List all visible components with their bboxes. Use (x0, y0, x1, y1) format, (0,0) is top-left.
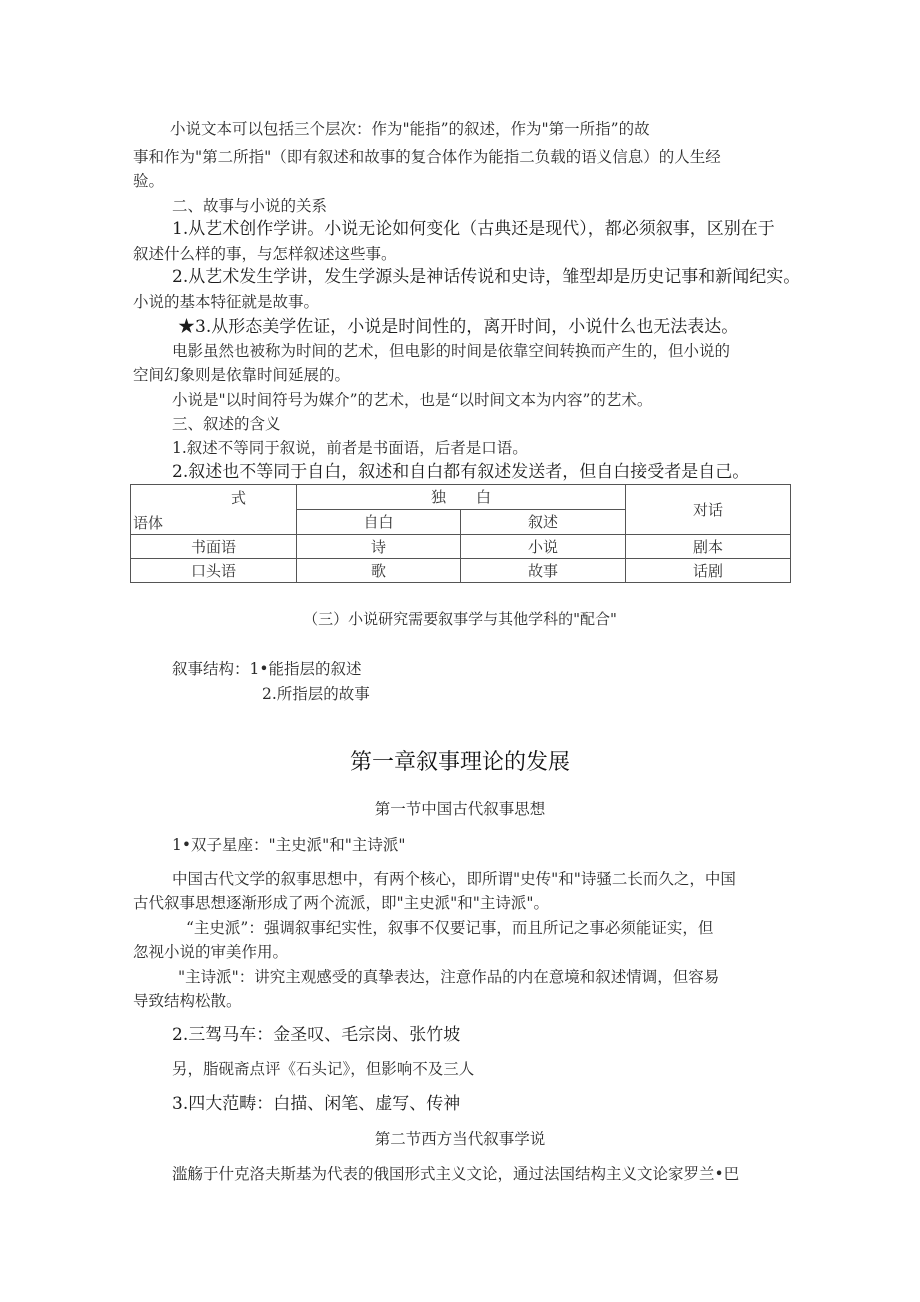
intro-line-1: 小说文本可以包括三个层次：作为"能指”的叙述，作为"第一所指”的故 (170, 120, 650, 138)
section3-heading: 三、叙述的含义 (172, 415, 281, 433)
section2-heading: 二、故事与小说的关系 (172, 197, 328, 215)
narrative-structure-label: 叙事结构：1•能指层的叙述 (172, 660, 362, 678)
section2-p4-line2: 空间幻象则是依靠时间延展的。 (133, 366, 351, 384)
item1-p3-line1: "主诗派"：讲究主观感受的真挚表达，注意作品的内在意境和叙述情调，但容易 (178, 968, 720, 986)
section2-title: 第二节西方当代叙事学说 (374, 1130, 546, 1148)
narrative-structure-item-2: 2.所指层的故事 (262, 685, 370, 703)
item1-p3-line2: 导致结构松散。 (133, 992, 242, 1010)
table-row (131, 559, 791, 583)
section2-p1-line1: 1.从艺术创作学讲。小说无论如何变化（古典还是现代），都必须叙事，区别在于 (172, 219, 775, 239)
table-cell: 歌 (297, 559, 461, 583)
section2-p5: 小说是"以时间符号为媒介”的艺术，也是“以时间文本为内容”的艺术。 (172, 391, 653, 409)
table-header-dialogue: 对话 (626, 485, 791, 535)
table-row (131, 535, 791, 559)
subsection-heading: （三）小说研究需要叙事学与其他学科的"配合" (303, 610, 617, 628)
table-header-monologue: 独 白 (297, 485, 626, 510)
section2-p2-line2: 小说的基本特征就是故事。 (133, 293, 320, 311)
item3-heading: 3.四大范畴：白描、闲笔、虚写、传神 (172, 1094, 461, 1114)
table-cell: 书面语 (131, 535, 297, 559)
item1-heading: 1•双子星座："主史派"和"主诗派" (172, 836, 406, 854)
section2-p2-line1: 2.从艺术发生学讲，发生学源头是神话传说和史诗，雏型却是历史记事和新闻纪实。 (172, 267, 801, 287)
section3-p1: 1.叙述不等同于叙说，前者是书面语，后者是口语。 (172, 439, 528, 457)
narration-comparison-table (130, 484, 791, 583)
table-cell: 口头语 (131, 559, 297, 583)
table-cell: 故事 (461, 559, 626, 583)
table-cell: 小说 (461, 535, 626, 559)
section2-p1-line2: 叙述什么样的事，与怎样叙述这些事。 (133, 245, 397, 263)
table-corner-cell (131, 485, 297, 535)
table-cell: 剧本 (626, 535, 791, 559)
item2-heading: 2.三驾马车：金圣叹、毛宗岗、张竹坡 (172, 1025, 461, 1045)
section2-p3: ★3.从形态美学佐证，小说是时间性的，离开时间，小说什么也无法表达。 (178, 317, 739, 337)
item1-p1-line1: 中国古代文学的叙事思想中，有两个核心，即所谓"史传"和"诗骚二长而久之，中国 (172, 870, 736, 888)
item1-p2-line1: “主史派”：强调叙事纪实性，叙事不仅要记事，而且所记之事必须能证实，但 (186, 919, 714, 937)
table-subheader: 自白 (297, 510, 461, 535)
section3-p2: 2.叙述也不等同于自白，叙述和自白都有叙述发送者，但自白接受者是自己。 (172, 462, 750, 482)
item2-note: 另，脂砚斋点评《石头记》，但影响不及三人 (172, 1060, 475, 1078)
intro-line-2: 事和作为"第二所指"（即有叙述和故事的复合体作为能指二负载的语义信息）的人生经 (133, 148, 721, 166)
item1-p1-line2: 古代叙事思想逐渐形成了两个流派，即"主史派"和"主诗派"。 (133, 894, 550, 912)
intro-line-3: 验。 (133, 172, 165, 190)
item1-p2-line2: 忽视小说的审美作用。 (133, 943, 289, 961)
table-cell: 话剧 (626, 559, 791, 583)
section2-paragraph: 滥觞于什克洛夫斯基为代表的俄国形式主义文论，通过法国结构主义文论家罗兰•巴 (172, 1165, 740, 1183)
table-cell: 诗 (297, 535, 461, 559)
table-corner-top: 式 (230, 489, 246, 507)
section2-p4-line1: 电影虽然也被称为时间的艺术，但电影的时间是依靠空间转换而产生的，但小说的 (172, 342, 731, 360)
table-corner-bottom: 语体 (133, 514, 164, 532)
chapter-title: 第一章叙事理论的发展 (349, 750, 570, 775)
table-subheader: 叙述 (461, 510, 626, 535)
section1-title: 第一节中国古代叙事思想 (374, 800, 546, 818)
